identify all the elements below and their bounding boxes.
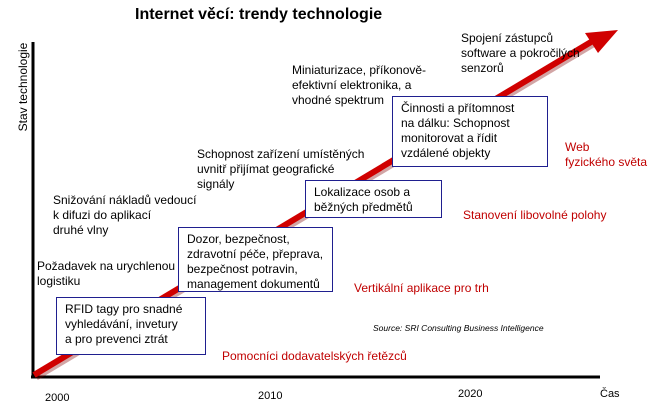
box-localization: Lokalizace osob a běžných předmětů [305, 180, 442, 218]
red-label-vertical-apps: Vertikální aplikace pro trh [354, 281, 489, 295]
x-tick-2020: 2020 [458, 388, 483, 400]
stage-note-logistics: Požadavek na urychlenou logistiku [37, 259, 176, 288]
x-tick-2000: 2000 [45, 392, 70, 404]
stage-note-software-sensors: Spojení zástupců software a pokročilých senzorů [461, 31, 580, 75]
y-axis-label: Stav technologie [16, 42, 30, 132]
stage-note-geo-signals: Schopnost zařízení umístěných uvnitř přijímat geografické signály [197, 147, 365, 191]
box-rfid: RFID tagy pro snadné vyhledávání, invetury a pro prevenci ztrát [56, 297, 206, 355]
x-axis-label: Čas [600, 388, 620, 400]
box-vertical-apps: Dozor, bezpečnost, zdravotní péče, přeprava, bezpečnost potravin, management dokumentů [178, 227, 333, 292]
red-label-positioning: Stanovení libovolné polohy [463, 208, 607, 222]
source-note: Source: SRI Consulting Business Intelligence [373, 323, 544, 333]
stage-note-cost-reduction: Snižování nákladů vedoucí k difuzi do aplikací druhé vlny [53, 193, 197, 237]
red-label-supply-chain: Pomocníci dodavatelských řetězců [222, 349, 407, 363]
x-tick-2010: 2010 [258, 390, 283, 402]
diagram-title: Internet věcí: trendy technologie [135, 6, 383, 23]
box-remote-presence: Činnosti a přítomnost na dálku: Schopnost monitorovat a řídit vzdálené objekty [392, 96, 548, 167]
red-label-web-physical: Web fyzického světa [565, 140, 648, 169]
stage-note-miniaturization: Miniaturizace, příkonově- efektivní elektronika, a vhodné spektrum [292, 63, 427, 107]
